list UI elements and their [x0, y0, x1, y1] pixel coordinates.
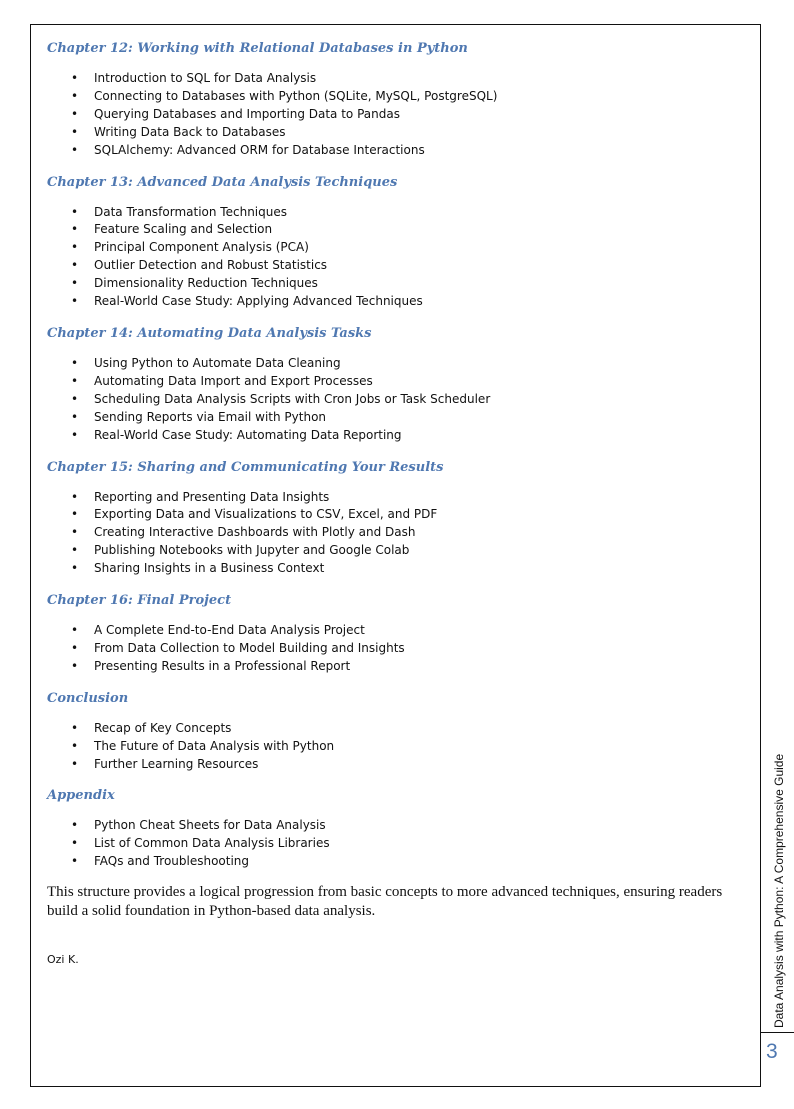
list-item: • Introduction to SQL for Data Analysis	[47, 70, 747, 88]
list-item: • Using Python to Automate Data Cleaning	[47, 355, 747, 373]
chapter-section	[47, 785, 747, 871]
chapter-heading: Appendix	[47, 788, 115, 804]
book-title-vertical: Data Analysis with Python: A Comprehensive Guide	[772, 753, 786, 1028]
chapter-heading: Chapter 14: Automating Data Analysis Tasks	[47, 325, 372, 341]
list-item: • Exporting Data and Visualizations to CSV, Excel, and PDF	[47, 506, 747, 524]
list-item: • Publishing Notebooks with Jupyter and Google Colab	[47, 542, 747, 560]
summary-paragraph: This structure provides a logical progression from basic concepts to more advanced techniques, ensuring readers build a solid foundation in Python-based data analysis.	[47, 884, 723, 920]
list-item: • FAQs and Troubleshooting	[47, 853, 747, 871]
chapter-section	[47, 688, 747, 774]
list-item: • The Future of Data Analysis with Python	[47, 738, 747, 756]
chapter-section	[47, 457, 747, 579]
list-item: • Python Cheat Sheets for Data Analysis	[47, 817, 747, 835]
chapter-list	[47, 38, 747, 871]
chapter-topics	[47, 622, 747, 676]
list-item: • Feature Scaling and Selection	[47, 221, 747, 239]
list-item: • Real-World Case Study: Automating Data Reporting	[47, 427, 747, 445]
list-item: • A Complete End-to-End Data Analysis Project	[47, 622, 747, 640]
list-item: • Data Transformation Techniques	[47, 204, 747, 222]
chapter-section	[47, 172, 747, 311]
chapter-topics	[47, 355, 747, 445]
chapter-section	[47, 323, 747, 445]
chapter-heading: Chapter 15: Sharing and Communicating Your Results	[47, 459, 444, 475]
document-body	[47, 38, 747, 966]
list-item: • List of Common Data Analysis Libraries	[47, 835, 747, 853]
chapter-topics	[47, 817, 747, 871]
page-number-divider	[761, 1032, 794, 1033]
chapter-heading: Chapter 16: Final Project	[47, 593, 232, 609]
chapter-topics	[47, 489, 747, 579]
list-item: • Sharing Insights in a Business Context	[47, 560, 747, 578]
page-number: 3	[766, 1040, 778, 1063]
list-item: • Scheduling Data Analysis Scripts with Cron Jobs or Task Scheduler	[47, 391, 747, 409]
chapter-topics	[47, 720, 747, 774]
list-item: • SQLAlchemy: Advanced ORM for Database Interactions	[47, 142, 747, 160]
list-item: • Outlier Detection and Robust Statistics	[47, 257, 747, 275]
chapter-topics	[47, 204, 747, 311]
chapter-section	[47, 38, 747, 160]
list-item: • Writing Data Back to Databases	[47, 124, 747, 142]
list-item: • Reporting and Presenting Data Insights	[47, 489, 747, 507]
list-item: • Real-World Case Study: Applying Advanced Techniques	[47, 293, 747, 311]
chapter-section	[47, 590, 747, 676]
list-item: • Further Learning Resources	[47, 756, 747, 774]
list-item: • Automating Data Import and Export Processes	[47, 373, 747, 391]
chapter-heading: Chapter 12: Working with Relational Databases in Python	[47, 41, 468, 56]
chapter-heading: Conclusion	[47, 690, 129, 706]
list-item: • Recap of Key Concepts	[47, 720, 747, 738]
list-item: • Principal Component Analysis (PCA)	[47, 239, 747, 257]
list-item: • Creating Interactive Dashboards with Plotly and Dash	[47, 524, 747, 542]
list-item: • Sending Reports via Email with Python	[47, 409, 747, 427]
list-item: • Connecting to Databases with Python (SQLite, MySQL, PostgreSQL)	[47, 88, 747, 106]
list-item: • From Data Collection to Model Building and Insights	[47, 640, 747, 658]
chapter-heading: Chapter 13: Advanced Data Analysis Techniques	[47, 174, 398, 190]
chapter-topics	[47, 70, 747, 160]
author-name: Ozi K.	[47, 953, 79, 967]
list-item: • Presenting Results in a Professional Report	[47, 658, 747, 676]
list-item: • Dimensionality Reduction Techniques	[47, 275, 747, 293]
list-item: • Querying Databases and Importing Data to Pandas	[47, 106, 747, 124]
